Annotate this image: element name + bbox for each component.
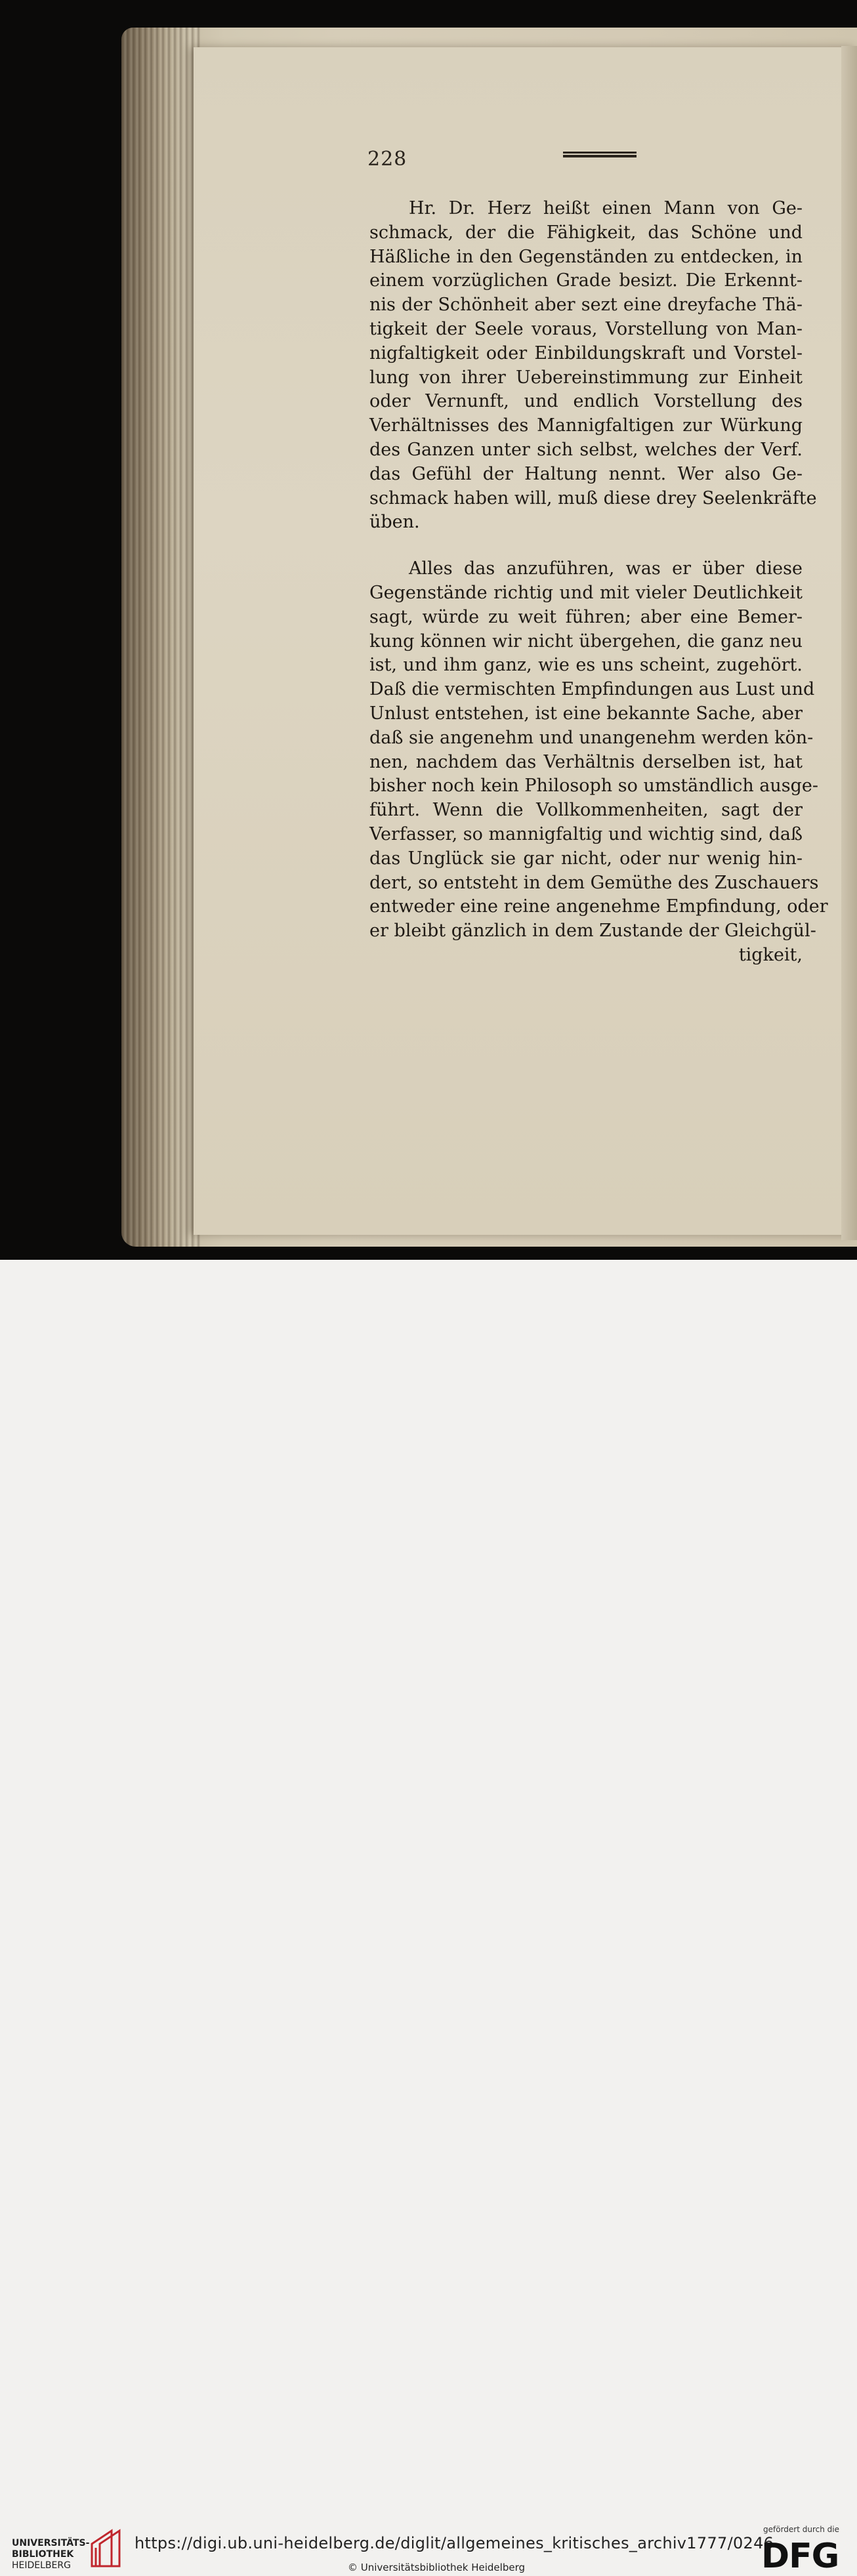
text-line: das Unglück sie gar nicht, oder nur wenig hin-	[369, 848, 803, 869]
library-name-line: UNIVERSITÄTS-	[12, 2538, 90, 2548]
text-line: einem vorzüglichen Grade besizt. Die Erkennt-	[369, 270, 803, 291]
text-line: schmack, der die Fähigkeit, das Schöne und	[369, 222, 803, 243]
text-line: schmack haben will, muß diese drey Seelenkräfte	[369, 488, 817, 509]
text-line: tigkeit der Seele voraus, Vorstellung von Man-	[369, 318, 803, 339]
text-line: Verhältnisses des Mannigfaltigen zur Würkung	[369, 415, 803, 436]
header-rule	[563, 152, 637, 157]
library-name-line: HEIDELBERG	[12, 2560, 71, 2571]
text-line: oder Vernunft, und endlich Vorstellung des	[369, 391, 803, 412]
footer-bar	[0, 1260, 857, 2576]
text-line: Hr. Dr. Herz heißt einen Mann von Ge-	[409, 198, 803, 218]
text-line: Daß die vermischten Empfindungen aus Lust und	[369, 679, 815, 700]
text-line: entweder eine reine angenehme Empfindung, oder	[369, 896, 828, 917]
dfg-logo[interactable]: DFG	[761, 2537, 839, 2576]
text-line: kung können wir nicht übergehen, die ganz neu	[369, 631, 803, 652]
text-line: das Gefühl der Haltung nennt. Wer also Ge-	[369, 463, 803, 484]
page-number: 228	[367, 148, 408, 171]
text-line: Gegenstände richtig und mit vieler Deutlichkeit	[369, 582, 803, 603]
text-line: nis der Schönheit aber sezt eine dreyfache Thä-	[369, 295, 803, 316]
body-text	[369, 197, 828, 968]
funding-caption: gefördert durch die	[763, 2525, 839, 2534]
text-line: nigfaltigkeit oder Einbildungskraft und Vorstel-	[369, 343, 803, 364]
text-line: dert, so entsteht in dem Gemüthe des Zuschauers	[369, 872, 819, 893]
text-line: Unlust entstehen, ist eine bekannte Sache, aber	[369, 703, 803, 724]
page-right-edge	[841, 46, 857, 1240]
text-line: sagt, würde zu weit führen; aber eine Bemer-	[369, 606, 803, 627]
text-line: Verfasser, so mannigfaltig und wichtig sind, daß	[369, 823, 803, 844]
catchword: tigkeit,	[738, 944, 803, 965]
text-line: Alles das anzuführen, was er über diese	[409, 558, 803, 579]
text-line: ist, und ihm ganz, wie es uns scheint, zugehört.	[369, 655, 803, 676]
text-line: lung von ihrer Uebereinstimmung zur Einheit	[369, 367, 803, 388]
text-line: nen, nachdem das Verhältnis derselben ist, hat	[369, 751, 803, 772]
copyright-notice: © Universitätsbibliothek Heidelberg	[348, 2562, 526, 2573]
page-edges	[121, 28, 200, 1247]
library-logo[interactable]	[12, 2538, 89, 2571]
text-line: üben.	[369, 512, 420, 533]
text-line: des Ganzen unter sich selbst, welches der Verf.	[369, 439, 803, 460]
text-line: führt. Wenn die Vollkommenheiten, sagt der	[369, 800, 803, 821]
text-line: er bleibt gänzlich in dem Zustande der Gleichgül-	[369, 921, 816, 942]
text-line: Häßliche in den Gegenständen zu entdecken, in	[369, 246, 803, 267]
page-scan	[0, 0, 857, 1260]
text-line: daß sie angenehm und unangenehm werden kön-	[369, 727, 814, 748]
permalink-url[interactable]: https://digi.ub.uni-heidelberg.de/diglit/allgemeines_kritisches_archiv1777/0246	[135, 2534, 774, 2552]
library-name-line: BIBLIOTHEK	[12, 2549, 74, 2560]
library-logo-icon	[87, 2528, 126, 2569]
text-line: bisher noch kein Philosoph so umständlich ausge-	[369, 776, 819, 797]
